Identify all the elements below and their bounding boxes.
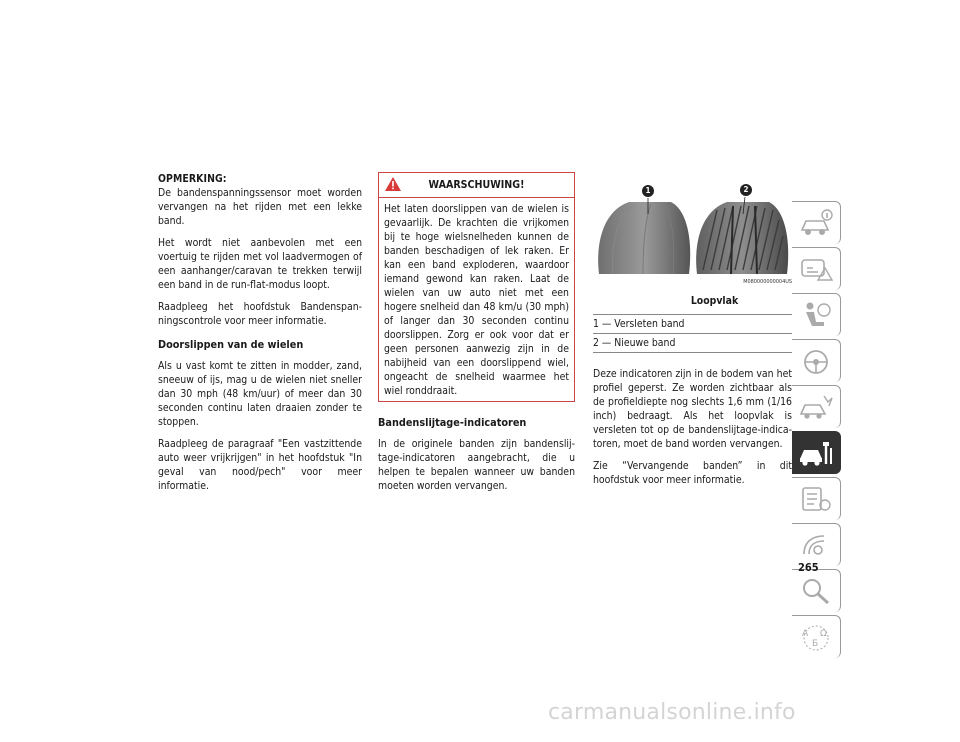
- car-info-icon: [798, 208, 834, 238]
- language-index-icon: [798, 622, 834, 652]
- figure-code: M080000000004US: [743, 279, 792, 285]
- tab-steering[interactable]: [792, 339, 841, 382]
- car-tools-icon: [798, 438, 834, 468]
- column-left: [158, 172, 362, 501]
- maintenance-list-icon: [798, 484, 834, 514]
- note-text: De bandenspanningssensor moet worden vervangen na het rijden met een lekke band.: [158, 187, 362, 227]
- page-number: 265: [798, 561, 819, 574]
- watermark: carmanualsonline.info: [548, 700, 796, 725]
- warning-triangle-icon: [384, 176, 402, 201]
- heading-wear-indicators: Bandenslijtage-indicatoren: [378, 416, 527, 429]
- paragraph-run-flat: Het wordt niet aanbevolen met een voertuig te rijden met vol laadvermogen of een aanhanger/caravan te trekken terwijl een band in de run-flat-modus loopt.: [158, 237, 362, 291]
- callout-1-label: 1: [645, 186, 651, 195]
- legend-item: 1 — Versleten band: [593, 314, 792, 333]
- svg-text:Ω: Ω: [820, 629, 827, 639]
- airbag-seat-icon: [798, 300, 834, 330]
- multimedia-icon: [798, 530, 834, 560]
- search-icon: [798, 576, 834, 606]
- warning-lights-icon: [798, 254, 834, 284]
- legend-item: 2 — Nieuwe band: [593, 333, 792, 353]
- tab-multimedia[interactable]: [792, 523, 841, 566]
- warning-text: Het laten doorslippen van de wielen is gevaarlijk. De krachten die vrijkomen bij te hoge wielsnelheden kunnen de banden beschadigen of lek raken. Er kan een band exploderen, waardoor iemand gewond kan raken. Laat de wielen van uw auto niet met een hogere snelheid dan 48 km/u (30 mph) of langer dan 30 seconden continu doorslippen. Zorg er ook voor dat er geen personen aanwezig zijn in de nabijheid van een doorslippend wiel, ongeacht de snelheid waarmee het wiel ronddraait.: [384, 203, 569, 397]
- tab-airbag-seat[interactable]: [792, 293, 841, 336]
- warning-title: WAARSCHUWING!: [428, 179, 525, 191]
- tab-car-info[interactable]: [792, 201, 841, 244]
- paragraph-wheel-spin: Als u vast komt te zitten in modder, zand, sneeuw of ijs, mag u de wielen niet sneller dan 30 mph (48 km/uur) of meer dan 30 seconden continu laten draaien zonder te stoppen.: [158, 360, 362, 428]
- car-crash-icon: [798, 392, 834, 422]
- tab-car-tools[interactable]: [792, 431, 841, 474]
- warning-box: [378, 172, 575, 402]
- tab-search[interactable]: [792, 569, 841, 612]
- svg-text:Б: Б: [812, 639, 819, 649]
- paragraph-tpms-reference: Raadpleeg het hoofdstuk Bandenspan-ningscontrole voor meer informatie.: [158, 301, 362, 327]
- column-right: [593, 180, 792, 495]
- paragraph-indicators-detail: Deze indicatoren zijn in de bodem van het profiel geperst. Ze worden zichtbaar als de profieldiepte nog slechts 1,6 mm (1/16 inch) bedraagt. Als het loopvlak is versleten tot op de bandenslijtage-indica-toren, moet de band worden vervangen.: [593, 368, 792, 450]
- callout-2-label: 2: [743, 185, 749, 194]
- paragraph-replacement-reference: Zie “Vervangende banden” in dit hoofdstuk voor meer informatie.: [593, 460, 792, 486]
- tire-tread-illustration: [593, 180, 792, 292]
- heading-wheel-spin: Doorslippen van de wielen: [158, 338, 304, 351]
- tread-figure: [593, 180, 792, 292]
- svg-text:A: A: [802, 629, 809, 639]
- tab-maintenance[interactable]: [792, 477, 841, 520]
- worn-tire: [598, 202, 690, 274]
- paragraph-wear-indicators: In de originele banden zijn bandenslij-tage-indicatoren aangebracht, die u helpen te bepalen wanneer uw banden moeten worden vervangen.: [378, 438, 575, 492]
- new-tire: [696, 202, 788, 274]
- chapter-tabs: [792, 201, 841, 661]
- tab-language-index[interactable]: [792, 615, 841, 658]
- tab-car-crash[interactable]: [792, 385, 841, 428]
- column-middle: [378, 172, 575, 501]
- steering-wheel-icon: [798, 346, 834, 376]
- paragraph-stuck-vehicle: Raadpleeg de paragraaf "Een vastzittende auto weer vrijkrijgen" in het hoofdstuk "In geval van nood/pech" voor meer informatie.: [158, 438, 362, 492]
- figure-caption: Loopvlak: [690, 295, 739, 307]
- note-title: OPMERKING:: [158, 173, 227, 185]
- tab-warning-lights[interactable]: [792, 247, 841, 290]
- warning-header: [379, 173, 574, 198]
